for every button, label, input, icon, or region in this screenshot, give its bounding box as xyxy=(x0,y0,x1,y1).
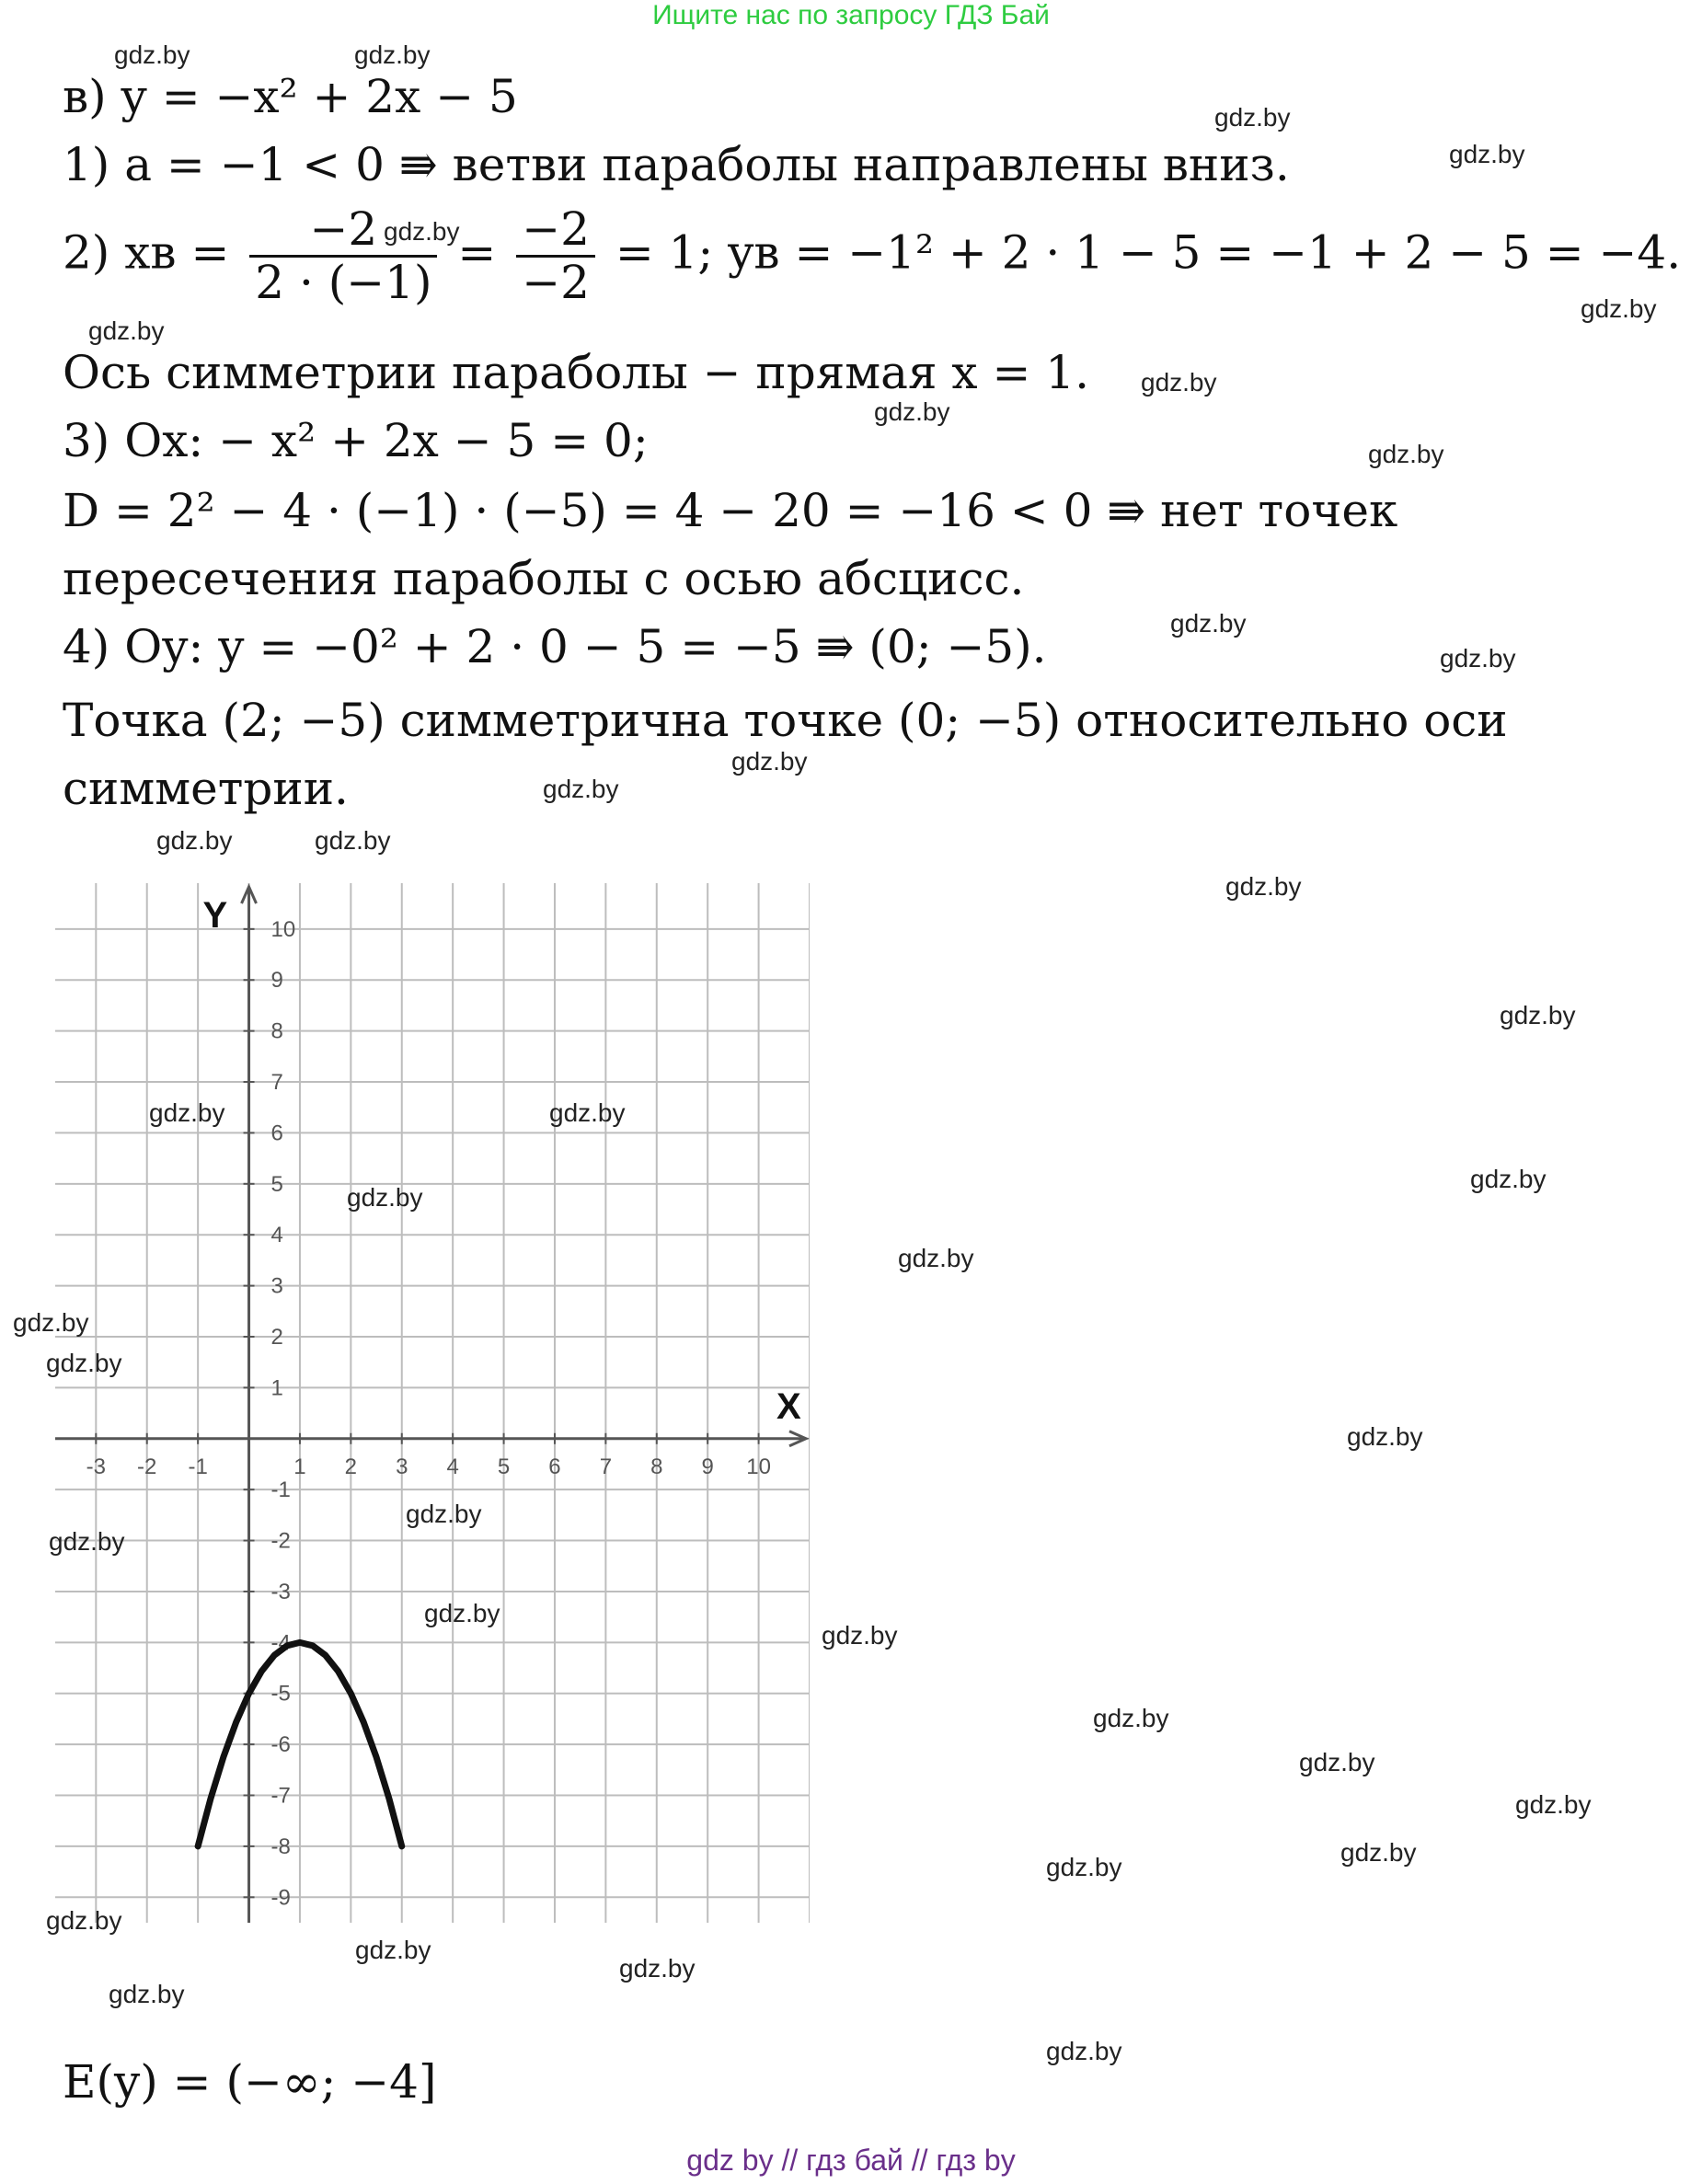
watermark: gdz.by xyxy=(149,1098,225,1127)
y-tick-label: 7 xyxy=(270,1070,283,1096)
x-tick-label: 2 xyxy=(344,1454,358,1479)
x-tick-label: 5 xyxy=(497,1454,511,1479)
parabola-graph xyxy=(55,883,810,1923)
x-tick-label: 4 xyxy=(446,1454,459,1479)
watermark: gdz.by xyxy=(354,40,431,69)
watermark: gdz.by xyxy=(898,1244,974,1272)
watermark: gdz.by xyxy=(13,1308,89,1337)
watermark: gdz.by xyxy=(156,826,233,855)
x-tick-label: -3 xyxy=(86,1454,106,1479)
watermark: gdz.by xyxy=(88,316,165,345)
x-tick-label: 9 xyxy=(701,1454,714,1479)
watermark: gdz.by xyxy=(1170,609,1247,638)
x-tick-label: 10 xyxy=(746,1454,771,1479)
watermark: gdz.by xyxy=(406,1500,482,1528)
watermark: gdz.by xyxy=(1347,1422,1423,1451)
fraction-2 xyxy=(516,204,595,308)
watermark: gdz.by xyxy=(1141,368,1217,397)
discriminant: D = 2² − 4 · (−1) · (−5) = 4 − 20 = −16 < 0 ⇛ нет точек xyxy=(63,484,1398,537)
y-tick-label: -7 xyxy=(270,1783,291,1809)
watermark: gdz.by xyxy=(49,1527,125,1556)
y-tick-label: 3 xyxy=(270,1273,283,1299)
watermark: gdz.by xyxy=(315,826,391,855)
watermark: gdz.by xyxy=(1299,1748,1375,1776)
watermark: gdz.by xyxy=(822,1621,898,1649)
step-2-start: 2) xв = xyxy=(63,225,230,280)
y-tick-label: 5 xyxy=(270,1171,283,1197)
fraction-1-numerator: −2 xyxy=(249,204,437,258)
watermark: gdz.by xyxy=(46,1349,122,1377)
watermark: gdz.by xyxy=(1581,294,1657,323)
fraction-2-numerator: −2 xyxy=(516,204,595,258)
x-tick-label: 3 xyxy=(396,1454,408,1479)
y-tick-label: 8 xyxy=(270,1018,283,1044)
step-2-equals: = xyxy=(457,225,497,280)
symmetric-point: Точка (2; −5) симметрична точке (0; −5) относительно оси xyxy=(63,694,1508,747)
fraction-1-denominator: 2 · (−1) xyxy=(255,256,432,309)
watermark: gdz.by xyxy=(1214,103,1291,132)
y-tick-label: 9 xyxy=(270,968,283,994)
footer-links[interactable]: gdz by // гдз бай // гдз by xyxy=(686,2144,1016,2177)
x-tick-label: 7 xyxy=(599,1454,613,1479)
y-tick-label: -3 xyxy=(270,1579,291,1604)
task-title: в) y = −x² + 2x − 5 xyxy=(63,70,518,123)
y-tick-label: -2 xyxy=(270,1528,291,1554)
y-axis-label: Y xyxy=(202,895,228,936)
step-1: 1) a = −1 < 0 ⇛ ветви параболы направлены вниз. xyxy=(63,138,1290,191)
watermark: gdz.by xyxy=(731,747,808,776)
y-tick-label: -6 xyxy=(270,1732,291,1758)
watermark: gdz.by xyxy=(1225,872,1302,901)
y-tick-label: -4 xyxy=(270,1630,291,1656)
watermark: gdz.by xyxy=(619,1954,696,1983)
y-tick-label: -5 xyxy=(270,1681,291,1707)
watermark: gdz.by xyxy=(1093,1704,1169,1732)
watermark: gdz.by xyxy=(1449,140,1525,168)
y-tick-label: -1 xyxy=(270,1477,291,1503)
fraction-2-denominator: −2 xyxy=(522,256,590,309)
watermark: gdz.by xyxy=(1046,2037,1122,2065)
watermark: gdz.by xyxy=(1515,1790,1592,1819)
y-tick-label: 2 xyxy=(270,1324,283,1350)
x-tick-label: 8 xyxy=(650,1454,663,1479)
step-2-end: = 1; yв = −1² + 2 · 1 − 5 = −1 + 2 − 5 = −4. xyxy=(615,225,1682,280)
symmetry-axis: Ось симметрии параболы − прямая x = 1. xyxy=(63,346,1090,399)
watermark: gdz.by xyxy=(109,1980,185,2008)
watermark: gdz.by xyxy=(1440,644,1516,672)
watermark: gdz.by xyxy=(1368,440,1444,468)
step-2 xyxy=(63,204,1681,308)
x-axis-label: X xyxy=(776,1385,801,1427)
y-tick-label: 1 xyxy=(270,1375,283,1401)
x-tick-label: -1 xyxy=(188,1454,208,1479)
watermark: gdz.by xyxy=(424,1599,500,1627)
range-result: E(y) = (−∞; −4] xyxy=(63,2055,437,2109)
discriminant-conclusion: пересечения параболы с осью абсцисс. xyxy=(63,552,1025,605)
x-tick-label: 6 xyxy=(548,1454,561,1479)
watermark: gdz.by xyxy=(1340,1838,1417,1867)
watermark: gdz.by xyxy=(46,1906,122,1935)
watermark: gdz.by xyxy=(384,217,460,246)
search-banner[interactable]: Ищите нас по запросу ГДЗ Бай xyxy=(652,0,1050,30)
y-tick-label: 4 xyxy=(270,1223,283,1248)
watermark: gdz.by xyxy=(114,40,190,69)
watermark: gdz.by xyxy=(549,1098,626,1127)
symmetric-point-end: симметрии. xyxy=(63,762,349,815)
y-tick-label: -9 xyxy=(270,1885,291,1911)
x-tick-label: -2 xyxy=(137,1454,157,1479)
watermark: gdz.by xyxy=(543,775,619,803)
watermark: gdz.by xyxy=(1500,1001,1576,1029)
y-tick-label: 10 xyxy=(270,916,296,942)
y-tick-label: -8 xyxy=(270,1833,291,1859)
watermark: gdz.by xyxy=(355,1936,431,1964)
y-tick-label: 6 xyxy=(270,1121,283,1146)
watermark: gdz.by xyxy=(874,397,950,426)
watermark: gdz.by xyxy=(1046,1853,1122,1881)
watermark: gdz.by xyxy=(1470,1165,1547,1193)
step-3: 3) Ox: − x² + 2x − 5 = 0; xyxy=(63,414,649,467)
step-4: 4) Oy: y = −0² + 2 · 0 − 5 = −5 ⇛ (0; −5). xyxy=(63,620,1047,673)
watermark: gdz.by xyxy=(347,1183,423,1212)
x-tick-label: 1 xyxy=(293,1454,306,1479)
